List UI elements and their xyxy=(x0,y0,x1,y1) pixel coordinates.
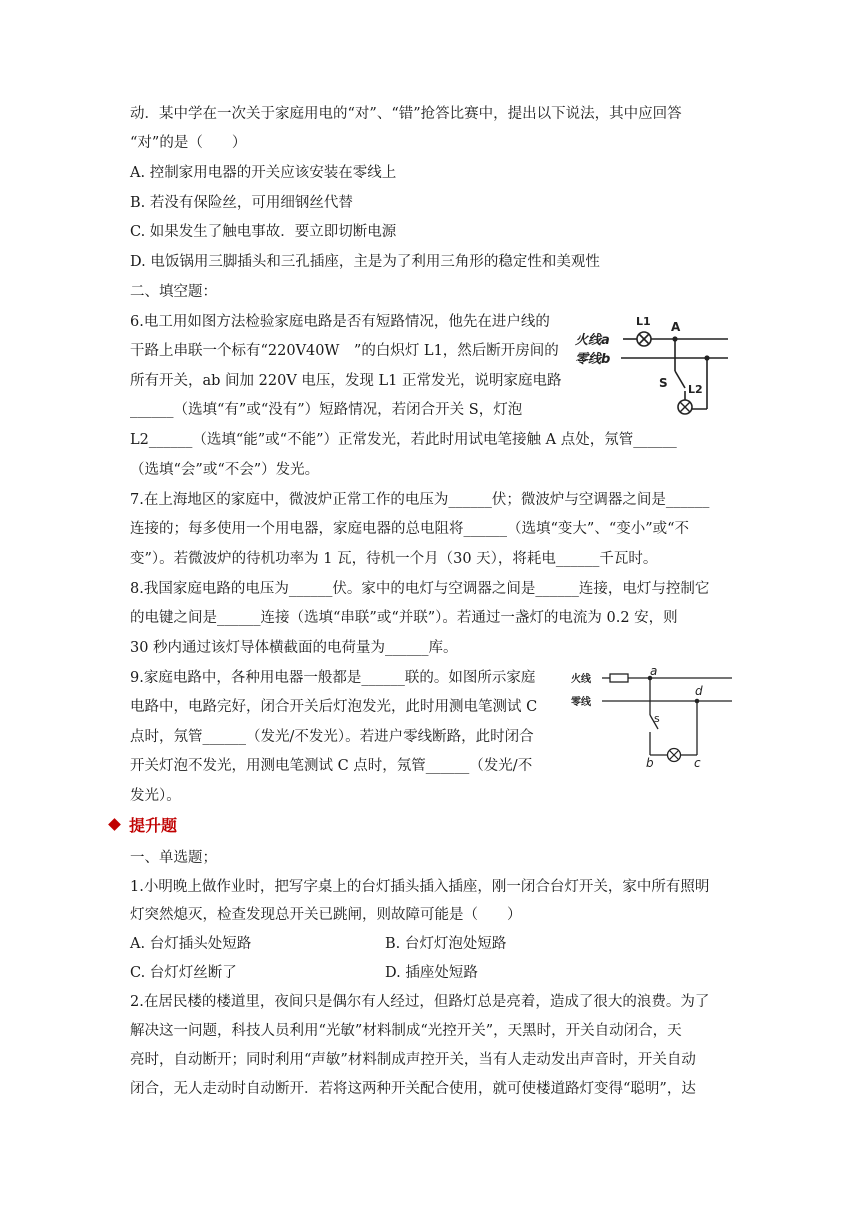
p1-option-d: D. 插座处短路 xyxy=(385,965,478,981)
fig1-L1-label: L1 xyxy=(636,315,651,328)
fig1-S-label: S xyxy=(659,376,668,390)
q6-line1: 6.电工用如图方法检验家庭电路是否有短路情况，他先在进户线的 xyxy=(130,314,550,330)
single-choice-title: 一、单选题； xyxy=(130,850,217,866)
p2-line3: 亮时，自动断开；同时利用“声敏”材料制成声控开关，当有人走动发出声音时，开关自动 xyxy=(130,1052,696,1068)
q8-line3: 30 秒内通过该灯导体横截面的电荷量为______库。 xyxy=(130,640,458,656)
q9-line5: 发光）。 xyxy=(130,788,181,804)
p1-option-c: C. 台灯灯丝断了 xyxy=(130,965,237,981)
q6-line6: （选填“会”或“不会”）发光。 xyxy=(130,462,320,478)
q9-line1: 9.家庭电路中，各种用电器一般都是______联的。如图所示家庭 xyxy=(130,670,536,686)
fig2-d-label: d xyxy=(695,684,703,698)
p2-line2: 解决这一问题，科技人员利用“光敏”材料制成“光控开关”，天黑时，开关自动闭合，天 xyxy=(130,1023,682,1039)
fig1-A-label: A xyxy=(671,320,681,334)
p1-option-a: A. 台灯插头处短路 xyxy=(130,936,252,952)
fig1-zero-label: 零线b xyxy=(575,352,611,367)
p2-line4: 闭合，无人走动时自动断开．若将这两种开关配合使用，就可使楼道路灯变得“聪明”，达 xyxy=(130,1081,696,1097)
q6-line3: 所有开关，ab 间加 220V 电压，发现 L1 正常发光，说明家庭电路 xyxy=(130,373,562,389)
q5-option-b: B. 若没有保险丝，可用细钢丝代替 xyxy=(130,195,353,211)
fig2-c-label: c xyxy=(694,756,701,769)
q9-line4: 开关灯泡不发光，用测电笔测试 C 点时，氖管______（发光/不 xyxy=(130,758,533,774)
fill-section-title: 二、填空题： xyxy=(130,284,217,300)
q7-line3: 变”）。若微波炉的待机功率为 1 瓦，待机一个月（30 天），将耗电______千瓦时。 xyxy=(130,551,658,567)
section-heading-text: 提升题 xyxy=(129,816,178,835)
q7-line1: 7.在上海地区的家庭中，微波炉正常工作的电压为______伏；微波炉与空调器之间是______ xyxy=(130,492,710,508)
fig2-b-label: b xyxy=(646,756,654,769)
p1-line2: 灯突然熄灭，检查发现总开关已跳闸，则故障可能是（ ） xyxy=(130,907,522,923)
fig2-zero-label: 零线 xyxy=(571,697,591,708)
p2-line1: 2.在居民楼的楼道里，夜间只是偶尔有人经过，但路灯总是亮着，造成了很大的浪费。为了 xyxy=(130,994,710,1010)
diamond-bullet-icon xyxy=(108,818,121,831)
fig1-fire-label: 火线a xyxy=(575,333,610,348)
q6-line2: 干路上串联一个标有“220V40W ”的白炽灯 L1，然后断开房间的 xyxy=(130,343,559,359)
fig2-a-label: a xyxy=(650,665,658,678)
q5-stem-line1: 动．某中学在一次关于家庭用电的“对”、“错”抢答比赛中，提出以下说法，其中应回答 xyxy=(130,106,682,122)
q8-line2: 的电键之间是______连接（选填“串联”或“并联”）。若通过一盏灯的电流为 0.2 安，则 xyxy=(130,610,678,626)
p1-line1: 1.小明晚上做作业时，把写字桌上的台灯插头插入插座，刚一闭合台灯开关，家中所有照明 xyxy=(130,879,710,895)
q9-line3: 点时，氖管______（发光/不发光）。若进户零线断路，此时闭合 xyxy=(130,729,534,745)
q5-stem-line2: “对”的是（ ） xyxy=(130,135,247,151)
section-heading xyxy=(110,815,177,837)
q9-line2: 电路中，电路完好，闭合开关后灯泡发光，此时用测电笔测试 C xyxy=(130,699,538,715)
p1-option-b: B. 台灯灯泡处短路 xyxy=(385,936,507,952)
fig2-fire-label: 火线 xyxy=(571,674,591,685)
q5-option-d: D. 电饭锅用三脚插头和三孔插座，主是为了利用三角形的稳定性和美观性 xyxy=(130,254,600,270)
circuit-figure-1 xyxy=(573,311,743,419)
q6-line4: ______（选填“有”或“没有”）短路情况，若闭合开关 S，灯泡 xyxy=(130,402,523,418)
q8-line1: 8.我国家庭电路的电压为______伏。家中的电灯与空调器之间是______连接，电灯与控制它 xyxy=(130,581,710,597)
circuit-figure-2 xyxy=(570,665,735,769)
q7-line2: 连接的；每多使用一个用电器，家庭电器的总电阻将______（选填“变大”、“变小”或“不 xyxy=(130,521,690,537)
q5-option-c: C. 如果发生了触电事故．要立即切断电源 xyxy=(130,224,397,240)
fig2-s-label: s xyxy=(654,712,660,725)
q5-option-a: A. 控制家用电器的开关应该安装在零线上 xyxy=(130,165,397,181)
fig1-L2-label: L2 xyxy=(688,383,703,396)
q6-line5: L2______（选填“能”或“不能”）正常发光，若此时用试电笔接触 A 点处，氖管______ xyxy=(130,432,677,448)
